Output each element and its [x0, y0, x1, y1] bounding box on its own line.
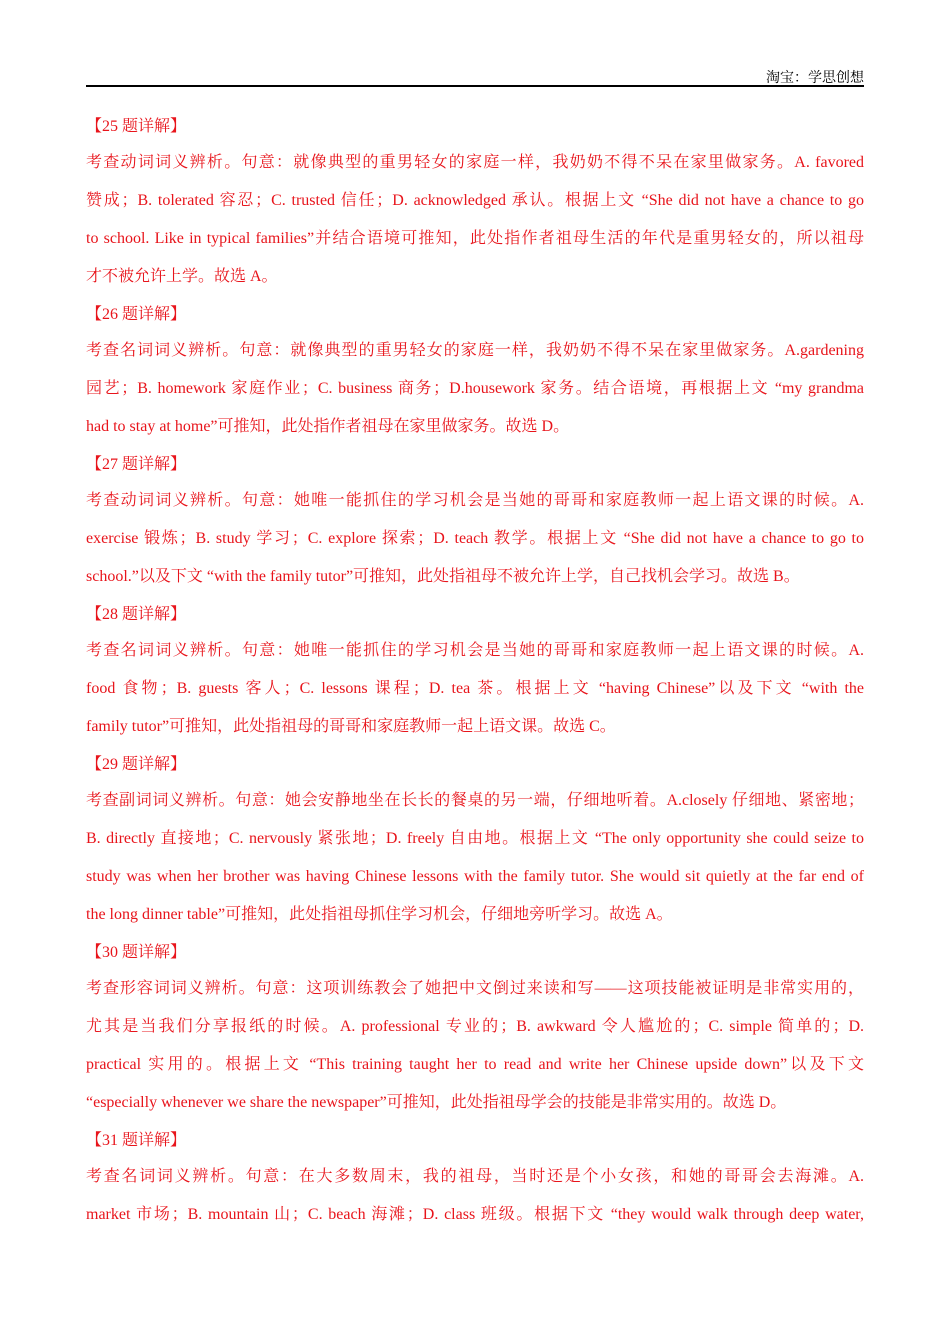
section-heading: 【28 题详解】 [86, 606, 187, 623]
section-heading: 【31 题详解】 [86, 1132, 187, 1149]
explanation-section [86, 303, 864, 453]
explanation-section [86, 753, 864, 941]
explanation-line: 才不被允许上学。故选 A。 [86, 268, 278, 285]
explanation-line: market 市场；B. mountain 山；C. beach 海滩；D. class 班级。根据下文 “they would walk through deep water, [86, 1206, 864, 1223]
explanation-line: family tutor”可推知，此处指祖母的哥哥和家庭教师一起上语文课。故选 C。 [86, 718, 616, 735]
explanation-line: B. directly 直接地；C. nervously 紧张地；D. freely 自由地。根据上文 “The only opportunity she could seize to [86, 830, 864, 847]
answer-explanations [86, 115, 864, 1241]
explanation-line: food 食物；B. guests 客人；C. lessons 课程；D. tea 茶。根据上文 “having Chinese”以及下文 “with the [86, 680, 864, 697]
explanation-section [86, 453, 864, 603]
explanation-line: 考查形容词词义辨析。句意：这项训练教会了她把中文倒过来读和写——这项技能被证明是非常实用的， [86, 980, 864, 997]
section-heading: 【25 题详解】 [86, 118, 187, 135]
explanation-section [86, 941, 864, 1129]
explanation-line: 考查名词词义辨析。句意：就像典型的重男轻女的家庭一样，我奶奶不得不呆在家里做家务。A.gardening [86, 342, 864, 359]
explanation-line: to school. Like in typical families”并结合语境可推知，此处指作者祖母生活的年代是重男轻女的，所以祖母 [86, 230, 864, 247]
explanation-line: 考查动词词义辨析。句意：就像典型的重男轻女的家庭一样，我奶奶不得不呆在家里做家务。A. favored [86, 154, 864, 171]
explanation-line: 尤其是当我们分享报纸的时候。A. professional 专业的；B. awkward 令人尴尬的；C. simple 简单的；D. [86, 1018, 864, 1035]
explanation-line: study was when her brother was having Chinese lessons with the family tutor. She would sit quietly at the far end of [86, 868, 864, 885]
explanation-line: 考查副词词义辨析。句意：她会安静地坐在长长的餐桌的另一端，仔细地听着。A.closely 仔细地、紧密地； [86, 792, 864, 809]
explanation-line: “especially whenever we share the newspaper”可推知，此处指祖母学会的技能是非常实用的。故选 D。 [86, 1094, 787, 1111]
explanation-line: 赞成；B. tolerated 容忍；C. trusted 信任；D. acknowledged 承认。根据上文 “She did not have a chance to go [86, 192, 864, 209]
section-heading: 【26 题详解】 [86, 306, 187, 323]
explanation-line: had to stay at home”可推知，此处指作者祖母在家里做家务。故选 D。 [86, 418, 570, 435]
explanation-section [86, 603, 864, 753]
explanation-line: exercise 锻炼；B. study 学习；C. explore 探索；D. teach 教学。根据上文 “She did not have a chance to go to [86, 530, 864, 547]
explanation-line: school.”以及下文 “with the family tutor”可推知，此处指祖母不被允许上学，自己找机会学习。故选 B。 [86, 568, 800, 585]
explanation-line: 园艺；B. homework 家庭作业；C. business 商务；D.housework 家务。结合语境，再根据上文 “my grandma [86, 380, 864, 397]
explanation-line: 考查名词词义辨析。句意：她唯一能抓住的学习机会是当她的哥哥和家庭教师一起上语文课的时候。A. [86, 642, 864, 659]
explanation-line: practical 实用的。根据上文 “This training taught her to read and write her Chinese upside down”以及下文 [86, 1056, 864, 1073]
explanation-line: 考查动词词义辨析。句意：她唯一能抓住的学习机会是当她的哥哥和家庭教师一起上语文课的时候。A. [86, 492, 864, 509]
page-header-text: 淘宝：学思创想 [766, 71, 864, 86]
section-heading: 【30 题详解】 [86, 944, 187, 961]
explanation-section [86, 115, 864, 303]
section-heading: 【27 题详解】 [86, 456, 187, 473]
header-divider [86, 85, 864, 87]
explanation-line: the long dinner table”可推知，此处指祖母抓住学习机会，仔细地旁听学习。故选 A。 [86, 906, 673, 923]
explanation-section [86, 1129, 864, 1241]
section-heading: 【29 题详解】 [86, 756, 187, 773]
explanation-line: 考查名词词义辨析。句意：在大多数周末，我的祖母，当时还是个小女孩，和她的哥哥会去海滩。A. [86, 1168, 864, 1185]
